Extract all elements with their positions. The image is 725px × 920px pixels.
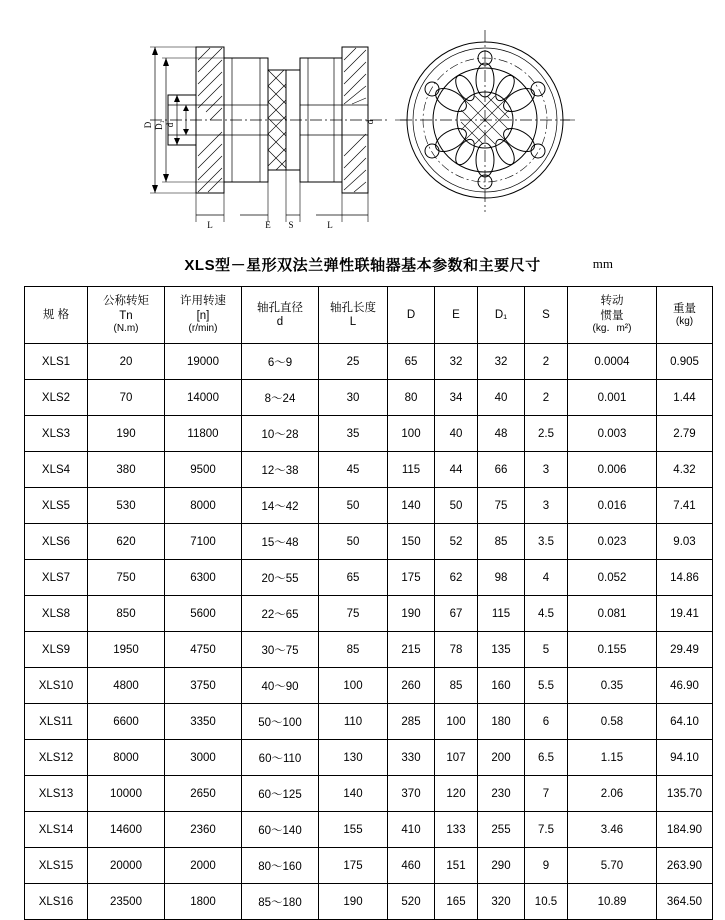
cell-D: 520 [388,884,435,920]
cell-model: XLS11 [25,704,88,740]
cell-D1: 180 [478,704,525,740]
cell-inertia: 0.001 [568,380,657,416]
col-header-S: S [525,287,568,344]
cell-E: 50 [435,488,478,524]
cell-inertia: 2.06 [568,776,657,812]
cell-torque: 70 [88,380,165,416]
cell-bore-diameter: 14～42 [242,488,319,524]
cell-bore-length: 190 [319,884,388,920]
table-row [25,416,713,452]
cell-D: 115 [388,452,435,488]
cell-inertia: 0.35 [568,668,657,704]
cell-model: XLS6 [25,524,88,560]
cell-D: 100 [388,416,435,452]
cell-S: 5.5 [525,668,568,704]
table-row [25,488,713,524]
cell-weight: 7.41 [657,488,713,524]
col-header-D1: D₁ [478,287,525,344]
cell-inertia: 0.006 [568,452,657,488]
cell-model: XLS9 [25,632,88,668]
cell-torque: 4800 [88,668,165,704]
cell-weight: 2.79 [657,416,713,452]
table-row [25,380,713,416]
cell-inertia: 0.081 [568,596,657,632]
table-row [25,596,713,632]
cell-bore-diameter: 15～48 [242,524,319,560]
cell-weight: 1.44 [657,380,713,416]
cell-bore-diameter: 60～110 [242,740,319,776]
table-row [25,668,713,704]
cell-D1: 320 [478,884,525,920]
drawing-svg [0,0,725,240]
cell-torque: 1950 [88,632,165,668]
cell-S: 4 [525,560,568,596]
cell-weight: 263.90 [657,848,713,884]
cell-inertia: 0.003 [568,416,657,452]
cell-S: 3 [525,488,568,524]
table-row [25,452,713,488]
cell-bore-length: 50 [319,524,388,560]
cell-speed: 19000 [165,344,242,380]
cell-E: 151 [435,848,478,884]
cell-E: 120 [435,776,478,812]
svg-text:d: d [165,122,175,128]
cell-inertia: 0.0004 [568,344,657,380]
col-header-weight: 重量 (kg) [657,287,713,344]
cell-D1: 115 [478,596,525,632]
cell-bore-diameter: 85～180 [242,884,319,920]
cell-torque: 20 [88,344,165,380]
svg-text:L: L [207,220,213,230]
cell-E: 165 [435,884,478,920]
cell-speed: 3750 [165,668,242,704]
cell-model: XLS4 [25,452,88,488]
cell-torque: 8000 [88,740,165,776]
cell-bore-diameter: 50～100 [242,704,319,740]
cell-E: 133 [435,812,478,848]
unit-label: mm [592,256,613,271]
cell-D1: 290 [478,848,525,884]
cell-D: 370 [388,776,435,812]
col-header-E: E [435,287,478,344]
cell-bore-length: 50 [319,488,388,524]
cell-speed: 11800 [165,416,242,452]
cell-S: 9 [525,848,568,884]
cell-torque: 6600 [88,704,165,740]
cell-D1: 135 [478,632,525,668]
specification-table [24,286,713,920]
cell-bore-length: 85 [319,632,388,668]
cell-weight: 4.32 [657,452,713,488]
cell-E: 85 [435,668,478,704]
cell-S: 3.5 [525,524,568,560]
table-body [25,344,713,920]
cell-D1: 98 [478,560,525,596]
table-row [25,344,713,380]
svg-text:L: L [327,220,333,230]
cell-bore-length: 100 [319,668,388,704]
cell-bore-diameter: 6～9 [242,344,319,380]
cell-torque: 190 [88,416,165,452]
cell-speed: 2360 [165,812,242,848]
cell-E: 67 [435,596,478,632]
cell-D: 175 [388,560,435,596]
cell-speed: 8000 [165,488,242,524]
cell-bore-length: 130 [319,740,388,776]
cell-D: 150 [388,524,435,560]
cell-torque: 20000 [88,848,165,884]
cell-weight: 135.70 [657,776,713,812]
coupling-drawing [0,0,725,240]
cell-S: 2 [525,344,568,380]
cell-speed: 7100 [165,524,242,560]
cell-bore-length: 175 [319,848,388,884]
page-title: XLS型－星形双法兰弹性联轴器基本参数和主要尺寸 [184,257,541,274]
cell-model: XLS15 [25,848,88,884]
cell-model: XLS13 [25,776,88,812]
cell-S: 3 [525,452,568,488]
cell-speed: 14000 [165,380,242,416]
cell-D: 260 [388,668,435,704]
cell-model: XLS7 [25,560,88,596]
col-header-speed: 许用转速 [n] (r/min) [165,287,242,344]
cell-inertia: 3.46 [568,812,657,848]
cell-E: 100 [435,704,478,740]
cell-model: XLS1 [25,344,88,380]
cell-bore-diameter: 60～125 [242,776,319,812]
col-header-inertia: 转动 惯量 (kg．m²) [568,287,657,344]
cell-model: XLS14 [25,812,88,848]
cell-E: 62 [435,560,478,596]
cell-D: 460 [388,848,435,884]
cell-model: XLS3 [25,416,88,452]
cell-inertia: 0.052 [568,560,657,596]
cell-weight: 94.10 [657,740,713,776]
cell-D1: 85 [478,524,525,560]
table-row [25,884,713,920]
cell-D1: 200 [478,740,525,776]
cell-torque: 10000 [88,776,165,812]
cell-D1: 230 [478,776,525,812]
table-row [25,848,713,884]
col-header-D: D [388,287,435,344]
cell-model: XLS12 [25,740,88,776]
cell-speed: 9500 [165,452,242,488]
col-header-torque: 公称转矩 Tn (N.m) [88,287,165,344]
table-row [25,632,713,668]
cell-speed: 2650 [165,776,242,812]
cell-torque: 14600 [88,812,165,848]
cell-torque: 23500 [88,884,165,920]
cell-D1: 160 [478,668,525,704]
cell-bore-diameter: 12～38 [242,452,319,488]
svg-text:D₁: D₁ [154,120,164,130]
cell-D1: 48 [478,416,525,452]
cell-bore-diameter: 80～160 [242,848,319,884]
cell-S: 2.5 [525,416,568,452]
cell-D1: 40 [478,380,525,416]
cell-S: 4.5 [525,596,568,632]
table-row [25,560,713,596]
cell-bore-diameter: 10～28 [242,416,319,452]
cell-E: 32 [435,344,478,380]
cell-bore-diameter: 22～65 [242,596,319,632]
cell-D: 330 [388,740,435,776]
cell-weight: 64.10 [657,704,713,740]
cell-inertia: 0.016 [568,488,657,524]
cell-S: 6 [525,704,568,740]
table-row [25,776,713,812]
cell-D: 140 [388,488,435,524]
cell-weight: 0.905 [657,344,713,380]
cell-speed: 3350 [165,704,242,740]
cell-S: 2 [525,380,568,416]
table-row [25,740,713,776]
cell-S: 7 [525,776,568,812]
cell-bore-diameter: 8～24 [242,380,319,416]
cell-model: XLS2 [25,380,88,416]
cell-weight: 46.90 [657,668,713,704]
cell-D: 190 [388,596,435,632]
cell-bore-length: 155 [319,812,388,848]
cell-bore-diameter: 30～75 [242,632,319,668]
cell-E: 52 [435,524,478,560]
cell-D1: 75 [478,488,525,524]
cell-bore-length: 140 [319,776,388,812]
cell-weight: 9.03 [657,524,713,560]
cell-weight: 364.50 [657,884,713,920]
cell-weight: 184.90 [657,812,713,848]
cell-bore-diameter: 40～90 [242,668,319,704]
table-row [25,812,713,848]
cell-bore-length: 110 [319,704,388,740]
cell-D: 65 [388,344,435,380]
cell-bore-diameter: 20～55 [242,560,319,596]
cell-S: 10.5 [525,884,568,920]
table-title-row [0,246,725,286]
cell-torque: 380 [88,452,165,488]
spec-table-wrap [0,286,725,920]
cell-bore-length: 30 [319,380,388,416]
cell-D: 285 [388,704,435,740]
cell-speed: 3000 [165,740,242,776]
cell-model: XLS16 [25,884,88,920]
cell-D1: 255 [478,812,525,848]
col-header-model: 规 格 [25,287,88,344]
cell-D: 215 [388,632,435,668]
cell-D: 80 [388,380,435,416]
cell-model: XLS5 [25,488,88,524]
cell-S: 5 [525,632,568,668]
cell-E: 78 [435,632,478,668]
svg-text:d: d [365,119,375,125]
cell-inertia: 0.155 [568,632,657,668]
cell-bore-length: 25 [319,344,388,380]
cell-D1: 32 [478,344,525,380]
cell-weight: 14.86 [657,560,713,596]
cell-speed: 5600 [165,596,242,632]
cell-bore-length: 35 [319,416,388,452]
cell-speed: 2000 [165,848,242,884]
cell-weight: 19.41 [657,596,713,632]
cell-E: 44 [435,452,478,488]
cell-model: XLS8 [25,596,88,632]
cell-S: 6.5 [525,740,568,776]
cell-E: 40 [435,416,478,452]
cell-bore-length: 75 [319,596,388,632]
cell-torque: 750 [88,560,165,596]
table-header-row [25,287,713,344]
cell-inertia: 0.58 [568,704,657,740]
cell-bore-length: 65 [319,560,388,596]
svg-text:S: S [288,220,294,230]
cell-speed: 4750 [165,632,242,668]
cell-inertia: 0.023 [568,524,657,560]
table-row [25,704,713,740]
cell-S: 7.5 [525,812,568,848]
svg-text:D: D [143,121,153,129]
cell-inertia: 1.15 [568,740,657,776]
col-header-bore-length: 轴孔长度 L [319,287,388,344]
cell-speed: 1800 [165,884,242,920]
cell-E: 34 [435,380,478,416]
cell-weight: 29.49 [657,632,713,668]
cell-E: 107 [435,740,478,776]
svg-text:E: E [265,220,271,230]
cell-model: XLS10 [25,668,88,704]
table-header [25,287,713,344]
cell-torque: 850 [88,596,165,632]
cell-torque: 530 [88,488,165,524]
col-header-bore-diameter: 轴孔直径 d [242,287,319,344]
cell-speed: 6300 [165,560,242,596]
cell-torque: 620 [88,524,165,560]
cell-D1: 66 [478,452,525,488]
cell-bore-diameter: 60～140 [242,812,319,848]
cell-bore-length: 45 [319,452,388,488]
cell-inertia: 5.70 [568,848,657,884]
cell-D: 410 [388,812,435,848]
cell-inertia: 10.89 [568,884,657,920]
table-row [25,524,713,560]
